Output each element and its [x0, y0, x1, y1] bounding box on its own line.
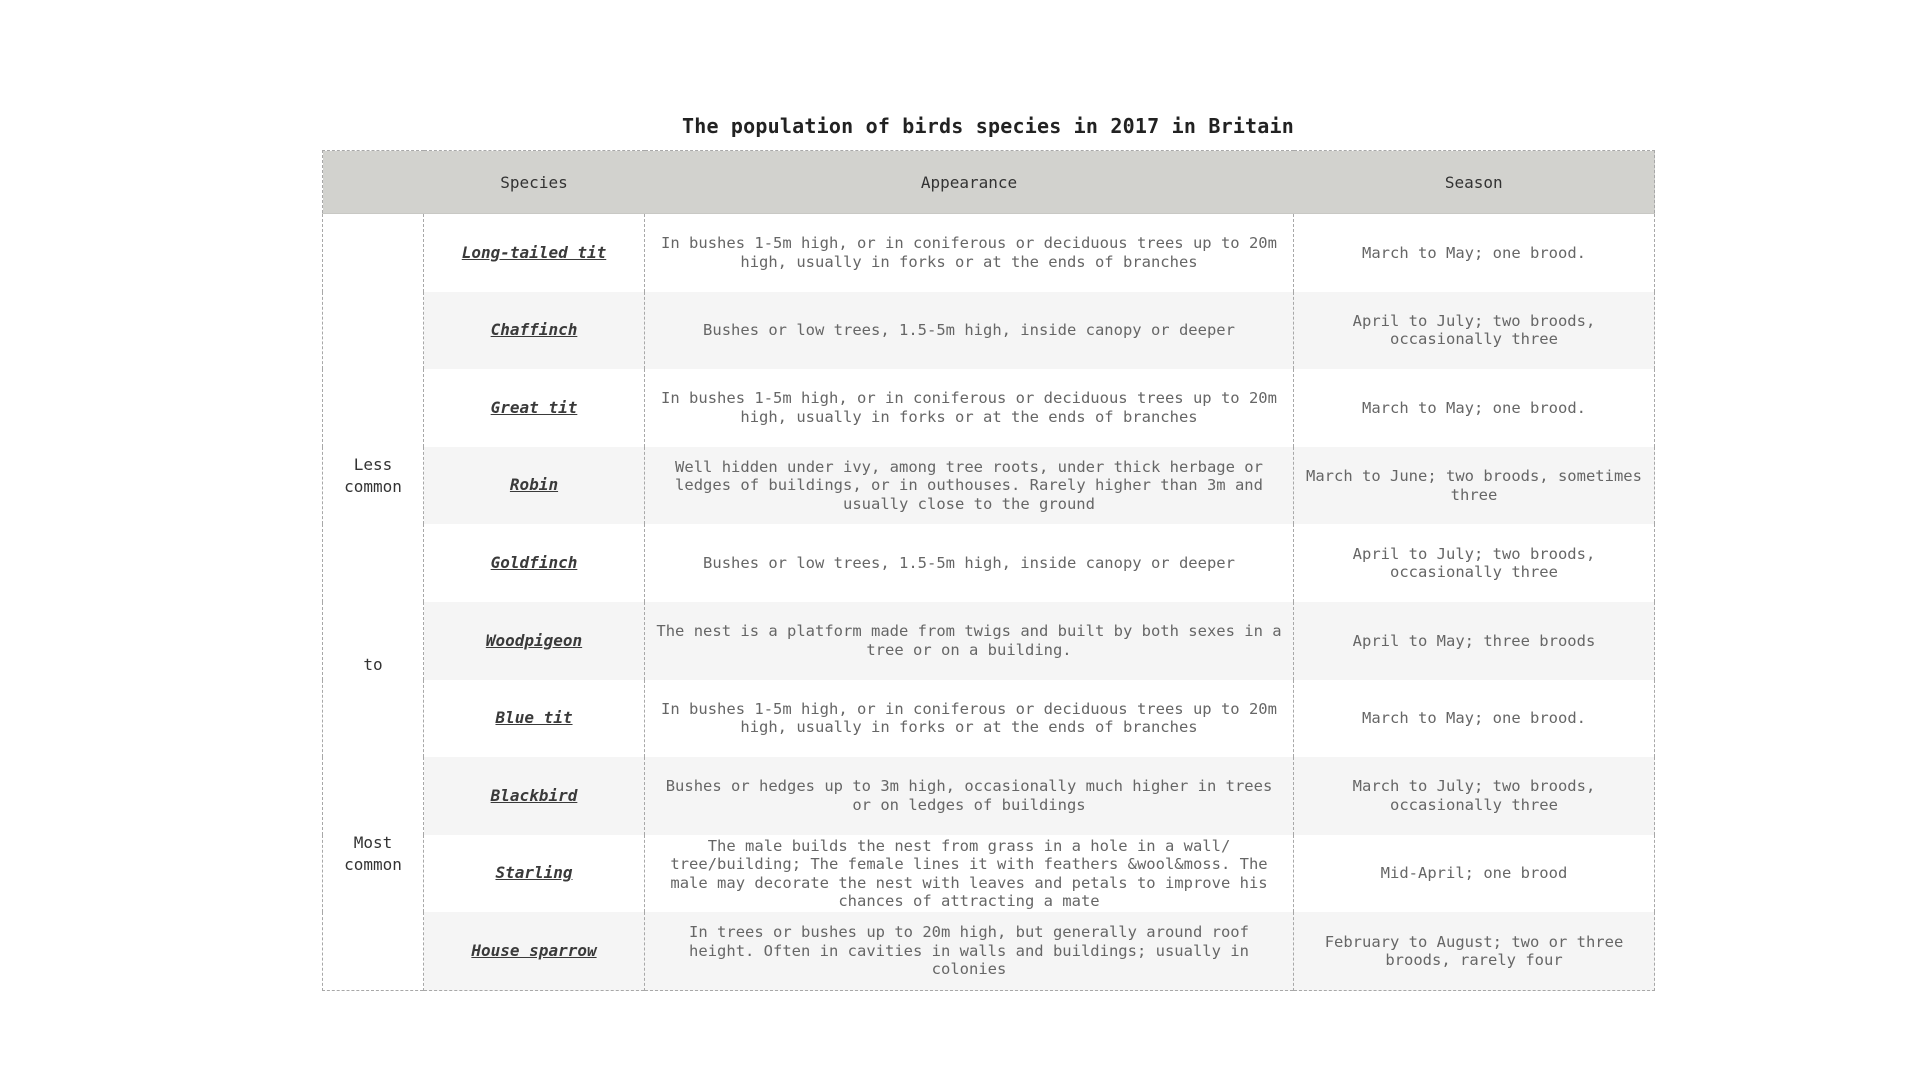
- table-row: [323, 912, 1655, 990]
- season-cell: March to June; two broods, sometimes three: [1294, 447, 1655, 525]
- appearance-cell: In bushes 1-5m high, or in coniferous or deciduous trees up to 20m high, usually in forks or at the ends of branches: [645, 369, 1294, 447]
- species-cell: Woodpigeon: [424, 602, 645, 680]
- table-row: [323, 835, 1655, 913]
- header-appearance: Appearance: [645, 151, 1294, 214]
- abundance-scale-cell: [323, 214, 424, 991]
- appearance-cell: Well hidden under ivy, among tree roots, under thick herbage or ledges of buildings, or in outhouses. Rarely higher than 3m and usually close to the ground: [645, 447, 1294, 525]
- season-cell: March to May; one brood.: [1362, 709, 1586, 728]
- appearance-cell: The nest is a platform made from twigs and built by both sexes in a tree or on a building.: [645, 602, 1294, 680]
- header-group: [323, 151, 424, 214]
- table-row: [323, 602, 1655, 680]
- common-label-top: common: [344, 477, 402, 496]
- table-row: [323, 214, 1655, 292]
- abundance-scale: [323, 214, 423, 990]
- most-label: Most: [353, 833, 393, 852]
- species-cell: Goldfinch: [424, 524, 645, 602]
- header-row: [323, 151, 1655, 214]
- appearance-cell: In trees or bushes up to 20m high, but generally around roof height. Often in cavities in walls and buildings; usually in colonies: [645, 912, 1294, 990]
- season-cell: April to July; two broods, occasionally three: [1352, 544, 1596, 582]
- appearance-cell: Bushes or low trees, 1.5-5m high, inside canopy or deeper: [645, 524, 1294, 602]
- to-label: to: [363, 655, 383, 674]
- table-row: [323, 680, 1655, 758]
- header-season: Season: [1294, 151, 1655, 214]
- species-cell: Blue tit: [424, 680, 645, 758]
- table-row: [323, 447, 1655, 525]
- season-cell: Mid-April; one brood: [1380, 864, 1568, 883]
- appearance-cell: The male builds the nest from grass in a hole in a wall/ tree/building; The female lines it with feathers &wool&moss. The male may decorate the nest with leaves and petals to improve his chances of attracting a mate: [645, 835, 1294, 913]
- season-cell: March to May; one brood.: [1362, 398, 1586, 417]
- table-body: [323, 214, 1655, 991]
- species-cell: Starling: [424, 835, 645, 913]
- species-cell: Robin: [424, 447, 645, 525]
- table-row: [323, 757, 1655, 835]
- header-species: Species: [424, 151, 645, 214]
- bird-species-table: [322, 150, 1655, 991]
- season-cell: March to May; one brood.: [1362, 243, 1586, 262]
- species-cell: Great tit: [424, 369, 645, 447]
- less-common-label: [323, 454, 423, 498]
- species-cell: Blackbird: [424, 757, 645, 835]
- less-label: Less: [353, 455, 393, 474]
- table-row: [323, 369, 1655, 447]
- table-row: [323, 292, 1655, 370]
- appearance-cell: In bushes 1-5m high, or in coniferous or deciduous trees up to 20m high, usually in forks or at the ends of branches: [645, 214, 1294, 292]
- species-cell: Chaffinch: [424, 292, 645, 370]
- species-cell: Long-tailed tit: [424, 214, 645, 292]
- appearance-cell: Bushes or low trees, 1.5-5m high, inside canopy or deeper: [645, 292, 1294, 370]
- appearance-cell: In bushes 1-5m high, or in coniferous or deciduous trees up to 20m high, usually in forks or at the ends of branches: [645, 680, 1294, 758]
- season-cell: April to July; two broods, occasionally three: [1294, 292, 1655, 370]
- most-common-label: [323, 832, 423, 876]
- season-cell: March to July; two broods, occasionally three: [1294, 757, 1655, 835]
- table-title: The population of birds species in 2017 in Britain: [681, 114, 1295, 138]
- appearance-cell: Bushes or hedges up to 3m high, occasionally much higher in trees or on ledges of buildings: [645, 757, 1294, 835]
- species-cell: House sparrow: [424, 912, 645, 990]
- season-cell: February to August; two or three broods, rarely four: [1294, 912, 1655, 990]
- table-row: [323, 524, 1655, 602]
- season-cell: April to May; three broods: [1294, 602, 1655, 680]
- common-label-bottom: common: [344, 855, 402, 874]
